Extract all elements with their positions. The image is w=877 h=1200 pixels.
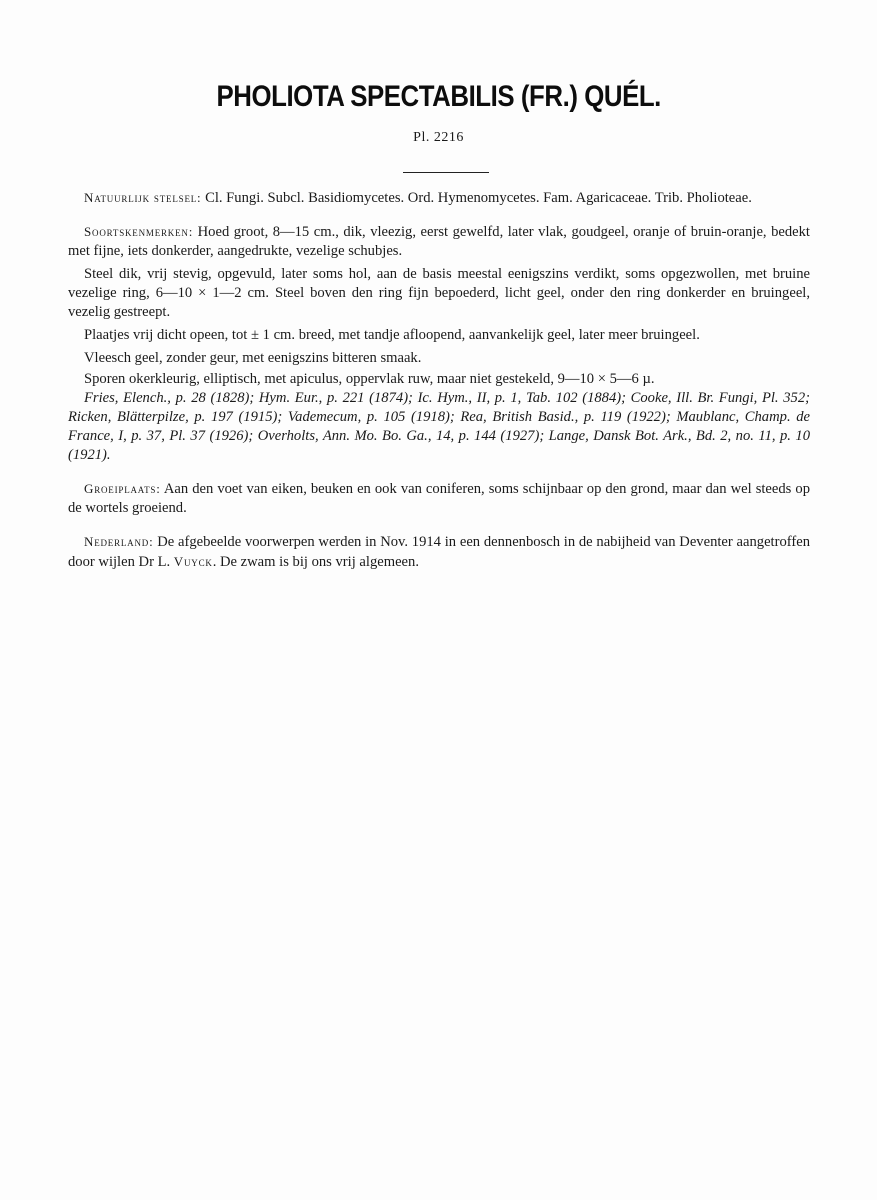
paragraph-groeiplaats — [68, 479, 810, 518]
page-title: PHOLIOTA SPECTABILIS (FR.) QUÉL. — [216, 80, 661, 113]
section-text: Cl. Fungi. Subcl. Basidiomycetes. Ord. Hymenomycetes. Fam. Agaricaceae. Trib. Pholioteae. — [201, 190, 752, 206]
section-text: . De zwam is bij ons vrij algemeen. — [212, 554, 419, 570]
paragraph-vleesch: Vleesch geel, zonder geur, met eenigszins bitteren smaak. — [84, 350, 422, 366]
title-divider — [403, 172, 489, 173]
section-text: Hoed groot, 8—15 cm., dik, vleezig, eerst gewelfd, later vlak, goudgeel, oranje of bruin-oranje, bedekt met fijne, iets donkerder, aangedrukte, vezelige schubjes. — [68, 224, 810, 259]
section-label: Natuurlijk stelsel: — [84, 190, 202, 205]
paragraph-natuurlijk-stelsel — [68, 188, 810, 208]
paragraph-steel: Steel dik, vrij stevig, opgevuld, later soms hol, aan de basis meestal eenigszins verdikt, soms opgezwollen, met bruine vezelige ring, 6—10 × 1—2 cm. Steel boven den ring fijn bepoederd, licht geel, onder den ring donkerder en bruingeel, vezelig gestreept. — [68, 266, 810, 320]
paragraph-sporen: Sporen okerkleurig, elliptisch, met apiculus, oppervlak ruw, maar niet gestekeld, 9—10 × 5—6 µ. — [84, 371, 655, 387]
person-name: Vuyck — [173, 554, 213, 569]
plate-number: Pl. 2216 — [413, 130, 464, 145]
paragraph-soortskenmerken — [68, 222, 810, 261]
section-label: Nederland: — [84, 534, 154, 549]
section-label: Soortskenmerken: — [84, 224, 194, 239]
paragraph-references: Fries, Elench., p. 28 (1828); Hym. Eur., p. 221 (1874); Ic. Hym., II, p. 1, Tab. 102 (1884); Cooke, Ill. Br. Fungi, Pl. 352; Ricken, Blätterpilze, p. 197 (1915); Vademecum, p. 105 (1918); Rea, British Basid., p. 119 (1922); Maublanc, Champ. de France, I, p. 37, Pl. 37 (1926); Overholts, Ann. Mo. Bo. Ga., 14, p. 144 (1927); Lange, Dansk Bot. Ark., Bd. 2, no. 11, p. 10 (1921). — [68, 390, 810, 463]
section-label: Groeiplaats: — [84, 481, 161, 496]
paragraph-plaatjes: Plaatjes vrij dicht opeen, tot ± 1 cm. breed, met tandje afloopend, aanvankelijk geel, later meer bruingeel. — [84, 327, 700, 343]
section-text: Aan den voet van eiken, beuken en ook van coniferen, soms schijnbaar op den grond, maar dan wel steeds op de wortels groeiend. — [68, 481, 810, 516]
paragraph-nederland — [68, 532, 810, 572]
document-body — [68, 188, 810, 572]
section-text: De afgebeelde voorwerpen werden in Nov. 1914 in een dennenbosch in de nabijheid van Deventer aangetroffen door wijlen Dr L. — [68, 534, 810, 570]
